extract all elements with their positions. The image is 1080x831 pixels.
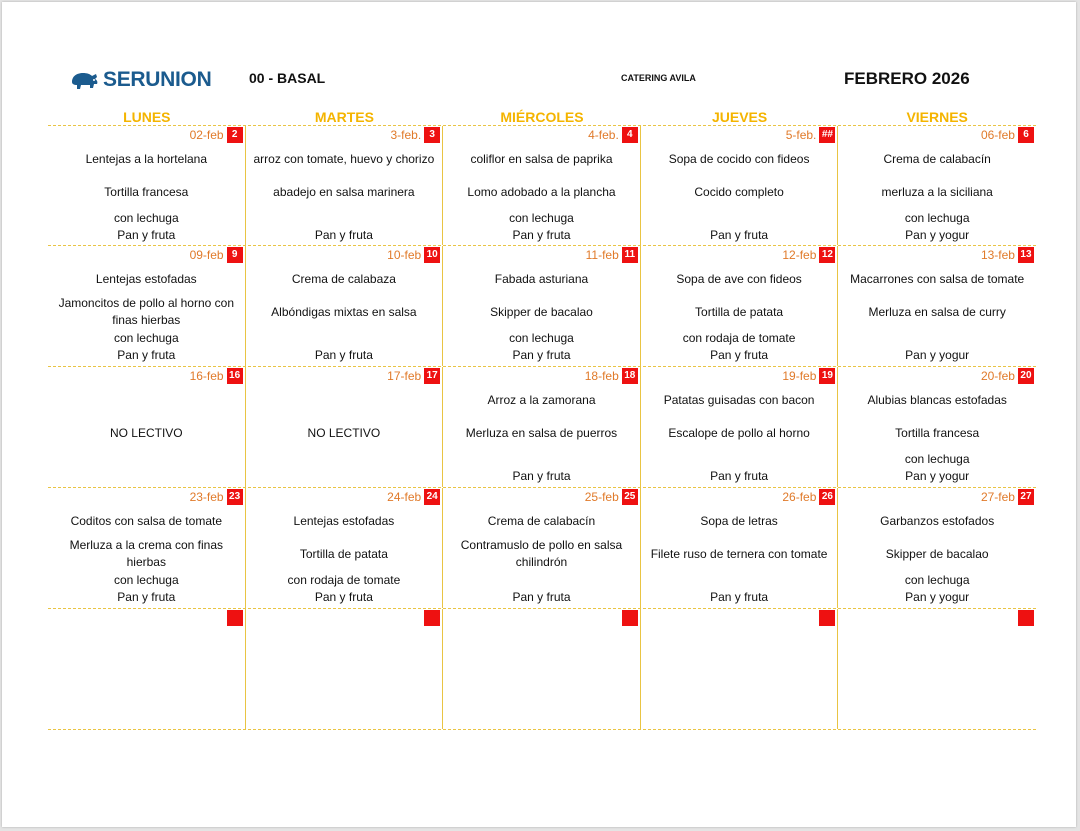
second-course-text: Cocido completo: [694, 184, 784, 199]
first-course: Sopa de letras: [700, 514, 778, 528]
second-course-text: Contramuslo de pollo en salsa chilindrón: [460, 538, 623, 569]
serunion-logo: [70, 68, 211, 92]
day-cell-monday: [48, 126, 246, 245]
date-label: 25-feb: [584, 490, 619, 504]
bread-dessert: Pan y yogur: [905, 590, 970, 604]
date-row: [838, 488, 1036, 506]
day-number-badge: 9: [227, 247, 243, 263]
day-number-badge: 2: [227, 127, 243, 143]
second-course: [838, 657, 1036, 693]
first-course: Sopa de ave con fideos: [676, 272, 802, 286]
day-number-badge: 19: [819, 368, 835, 384]
date-row: [246, 488, 443, 506]
day-cell-wednesday: [443, 609, 641, 729]
weeks-container: [48, 126, 1036, 730]
bread-dessert: Pan y fruta: [710, 228, 769, 242]
second-course-text: Tortilla de patata: [695, 304, 784, 319]
second-course-text: Albóndigas mixtas en salsa: [271, 304, 417, 319]
date-label: 3-feb.: [390, 128, 422, 142]
bread-dessert: Pan y fruta: [710, 348, 769, 362]
date-label: 23-feb: [189, 490, 224, 504]
side-dish: con lechuga: [904, 211, 970, 225]
date-label: 11-feb: [585, 248, 619, 262]
week-row: [48, 246, 1036, 366]
week-row: [48, 126, 1036, 245]
day-cell-friday: [838, 126, 1036, 245]
second-course: [48, 415, 245, 451]
second-course-text: Jamoncitos de pollo al horno con finas hierbas: [58, 296, 235, 327]
day-cell-tuesday: [246, 126, 444, 245]
side-dish: con rodaja de tomate: [287, 573, 401, 587]
first-course: arroz con tomate, huevo y chorizo: [253, 152, 435, 166]
date-label: 19-feb: [782, 369, 817, 383]
first-course: Fabada asturiana: [494, 272, 589, 286]
date-row: [48, 367, 245, 385]
day-header-row: [48, 109, 1036, 125]
day-cell-monday: [48, 246, 246, 366]
day-cell-monday: [48, 488, 246, 608]
date-label: 26-feb: [782, 490, 817, 504]
day-number-badge: 12: [819, 247, 835, 263]
second-course-text: Skipper de bacalao: [885, 546, 989, 561]
day-cell-thursday: [641, 367, 839, 487]
bread-dessert: Pan y fruta: [117, 348, 176, 362]
day-number-badge: [227, 610, 243, 626]
second-course-text: Merluza en salsa de puerros: [465, 425, 618, 440]
date-label: 27-feb: [980, 490, 1015, 504]
bread-dessert: Pan y yogur: [905, 469, 970, 483]
day-cell-tuesday: [246, 367, 444, 487]
day-number-badge: [622, 610, 638, 626]
day-cell-friday: [838, 367, 1036, 487]
day-number-badge: 17: [424, 368, 440, 384]
date-label: 13-feb: [980, 248, 1015, 262]
second-course-text: NO LECTIVO: [307, 425, 381, 440]
bread-dessert: Pan y fruta: [512, 590, 571, 604]
first-course: Alubias blancas estofadas: [867, 393, 1007, 407]
logo-text: SERUNION: [103, 68, 212, 91]
date-row: [246, 246, 443, 264]
bread-dessert: Pan y fruta: [512, 469, 571, 483]
day-header-thursday: JUEVES: [711, 109, 768, 125]
bread-dessert: Pan y fruta: [710, 590, 769, 604]
date-row: [641, 126, 838, 144]
date-label: 09-feb: [189, 248, 224, 262]
day-number-badge: [424, 610, 440, 626]
date-row: [246, 126, 443, 144]
day-cell-thursday: [641, 246, 839, 366]
day-cell-thursday: [641, 609, 839, 729]
day-number-badge: [1018, 610, 1034, 626]
side-dish: con lechuga: [904, 452, 970, 466]
day-number-badge: 23: [227, 489, 243, 505]
date-row: [443, 126, 640, 144]
day-cell-thursday: [641, 488, 839, 608]
second-course: [838, 294, 1036, 330]
day-number-badge: 3: [424, 127, 440, 143]
bread-dessert: Pan y fruta: [314, 590, 373, 604]
second-course: [246, 294, 443, 330]
day-number-badge: ##: [819, 127, 835, 143]
side-dish: con lechuga: [904, 573, 970, 587]
date-row: [443, 488, 640, 506]
date-label: 06-feb: [980, 128, 1015, 142]
date-row: [838, 367, 1036, 385]
menu-sheet: [2, 2, 1076, 827]
day-header-wednesday: MIÉRCOLES: [500, 109, 584, 125]
second-course: [641, 294, 838, 330]
day-cell-monday: [48, 609, 246, 729]
side-dish: con rodaja de tomate: [682, 331, 796, 345]
second-course: [48, 294, 245, 330]
day-header-tuesday: MARTES: [314, 109, 374, 125]
day-cell-tuesday: [246, 609, 444, 729]
menu-code: 00 - BASAL: [249, 70, 326, 86]
first-course: Crema de calabacín: [487, 514, 596, 528]
second-course: [443, 174, 640, 210]
date-row: [838, 609, 1036, 627]
date-label: 17-feb: [387, 369, 422, 383]
divider: [48, 729, 1036, 730]
first-course: Sopa de cocido con fideos: [668, 152, 810, 166]
date-label: 02-feb: [189, 128, 224, 142]
second-course-text: Tortilla de patata: [299, 546, 388, 561]
second-course-text: NO LECTIVO: [109, 425, 183, 440]
second-course: [48, 657, 245, 693]
second-course: [641, 174, 838, 210]
date-row: [838, 246, 1036, 264]
date-row: [246, 367, 443, 385]
month-title: FEBRERO 2026: [844, 69, 970, 88]
first-course: Crema de calabaza: [291, 272, 396, 286]
side-dish: con lechuga: [509, 331, 574, 345]
date-row: [48, 126, 245, 144]
catering-name: CATERING AVILA: [621, 73, 696, 83]
second-course: [443, 415, 640, 451]
second-course: [48, 174, 245, 210]
date-label: 20-feb: [980, 369, 1015, 383]
day-cell-wednesday: [443, 367, 641, 487]
bread-dessert: Pan y fruta: [710, 469, 769, 483]
day-number-badge: 25: [622, 489, 638, 505]
day-header-friday: VIERNES: [906, 109, 968, 125]
day-header-monday: LUNES: [123, 109, 171, 125]
side-dish: con lechuga: [113, 573, 179, 587]
second-course: [246, 536, 443, 572]
date-row: [641, 367, 838, 385]
date-label: 4-feb.: [588, 128, 619, 142]
first-course: Patatas guisadas con bacon: [663, 393, 815, 407]
date-row: [246, 609, 443, 627]
bread-dessert: Pan y yogur: [905, 348, 970, 362]
second-course-text: Lomo adobado a la plancha: [467, 184, 616, 199]
first-course: Garbanzos estofados: [880, 514, 995, 528]
first-course: Arroz a la zamorana: [487, 393, 596, 407]
second-course: [641, 536, 838, 572]
day-number-badge: 13: [1018, 247, 1034, 263]
day-cell-wednesday: [443, 126, 641, 245]
day-number-badge: 11: [622, 247, 638, 263]
day-cell-wednesday: [443, 246, 641, 366]
day-number-badge: 20: [1018, 368, 1034, 384]
day-cell-wednesday: [443, 488, 641, 608]
date-label: 16-feb: [189, 369, 224, 383]
second-course: [246, 415, 443, 451]
second-course-text: Merluza a la crema con finas hierbas: [69, 538, 223, 569]
bread-dessert: Pan y fruta: [314, 228, 373, 242]
side-dish: con lechuga: [509, 211, 574, 225]
date-label: 18-feb: [584, 369, 619, 383]
bread-dessert: Pan y fruta: [512, 348, 571, 362]
first-course: Lentejas estofadas: [95, 272, 197, 286]
bread-dessert: Pan y fruta: [117, 590, 176, 604]
second-course: [838, 536, 1036, 572]
first-course: Crema de calabacín: [883, 152, 991, 166]
menu-calendar: [48, 109, 1036, 730]
second-course: [443, 294, 640, 330]
date-row: [641, 246, 838, 264]
second-course: [641, 657, 838, 693]
day-cell-tuesday: [246, 488, 444, 608]
date-row: [48, 488, 245, 506]
day-number-badge: 18: [622, 368, 638, 384]
first-course: coliflor en salsa de paprika: [470, 152, 613, 166]
day-cell-friday: [838, 246, 1036, 366]
second-course-text: Escalope de pollo al horno: [668, 425, 810, 440]
date-label: 24-feb: [387, 490, 422, 504]
day-number-badge: 6: [1018, 127, 1034, 143]
week-row: [48, 488, 1036, 608]
day-number-badge: 4: [622, 127, 638, 143]
second-course: [48, 536, 245, 572]
date-row: [838, 126, 1036, 144]
day-number-badge: 16: [227, 368, 243, 384]
side-dish: con lechuga: [113, 211, 179, 225]
second-course: [641, 415, 838, 451]
day-cell-tuesday: [246, 246, 444, 366]
date-row: [641, 488, 838, 506]
date-label: 12-feb: [782, 248, 817, 262]
date-label: 5-feb.: [785, 128, 817, 142]
day-number-badge: [819, 610, 835, 626]
date-row: [443, 246, 640, 264]
bread-dessert: Pan y fruta: [117, 228, 176, 242]
second-course-text: merluza a la siciliana: [881, 184, 993, 199]
day-number-badge: 24: [424, 489, 440, 505]
date-row: [48, 609, 245, 627]
first-course: Macarrones con salsa de tomate: [850, 272, 1025, 286]
week-row: [48, 367, 1036, 487]
day-cell-monday: [48, 367, 246, 487]
bread-dessert: Pan y fruta: [314, 348, 373, 362]
day-cell-friday: [838, 609, 1036, 729]
second-course: [838, 174, 1036, 210]
second-course: [246, 174, 443, 210]
bison-icon: [70, 69, 100, 91]
date-label: 10-feb: [387, 248, 422, 262]
second-course-text: Tortilla francesa: [104, 184, 189, 199]
day-number-badge: 26: [819, 489, 835, 505]
day-number-badge: 10: [424, 247, 440, 263]
day-number-badge: 27: [1018, 489, 1034, 505]
side-dish: con lechuga: [113, 331, 179, 345]
second-course-text: abadejo en salsa marinera: [273, 184, 415, 199]
second-course-text: Tortilla francesa: [895, 425, 980, 440]
first-course: Lentejas estofadas: [293, 514, 395, 528]
second-course: [443, 536, 640, 572]
date-row: [48, 246, 245, 264]
day-cell-friday: [838, 488, 1036, 608]
day-cell-thursday: [641, 126, 839, 245]
second-course-text: Skipper de bacalao: [490, 304, 593, 319]
second-course: [246, 657, 443, 693]
second-course: [443, 657, 640, 693]
date-row: [443, 367, 640, 385]
week-row: [48, 609, 1036, 729]
second-course-text: Filete ruso de ternera con tomate: [650, 546, 828, 561]
date-row: [443, 609, 640, 627]
first-course: Coditos con salsa de tomate: [70, 514, 222, 528]
date-row: [641, 609, 838, 627]
bread-dessert: Pan y fruta: [512, 228, 571, 242]
second-course-text: Merluza en salsa de curry: [868, 304, 1006, 319]
first-course: Lentejas a la hortelana: [85, 152, 208, 166]
bread-dessert: Pan y yogur: [905, 228, 970, 242]
second-course: [838, 415, 1036, 451]
